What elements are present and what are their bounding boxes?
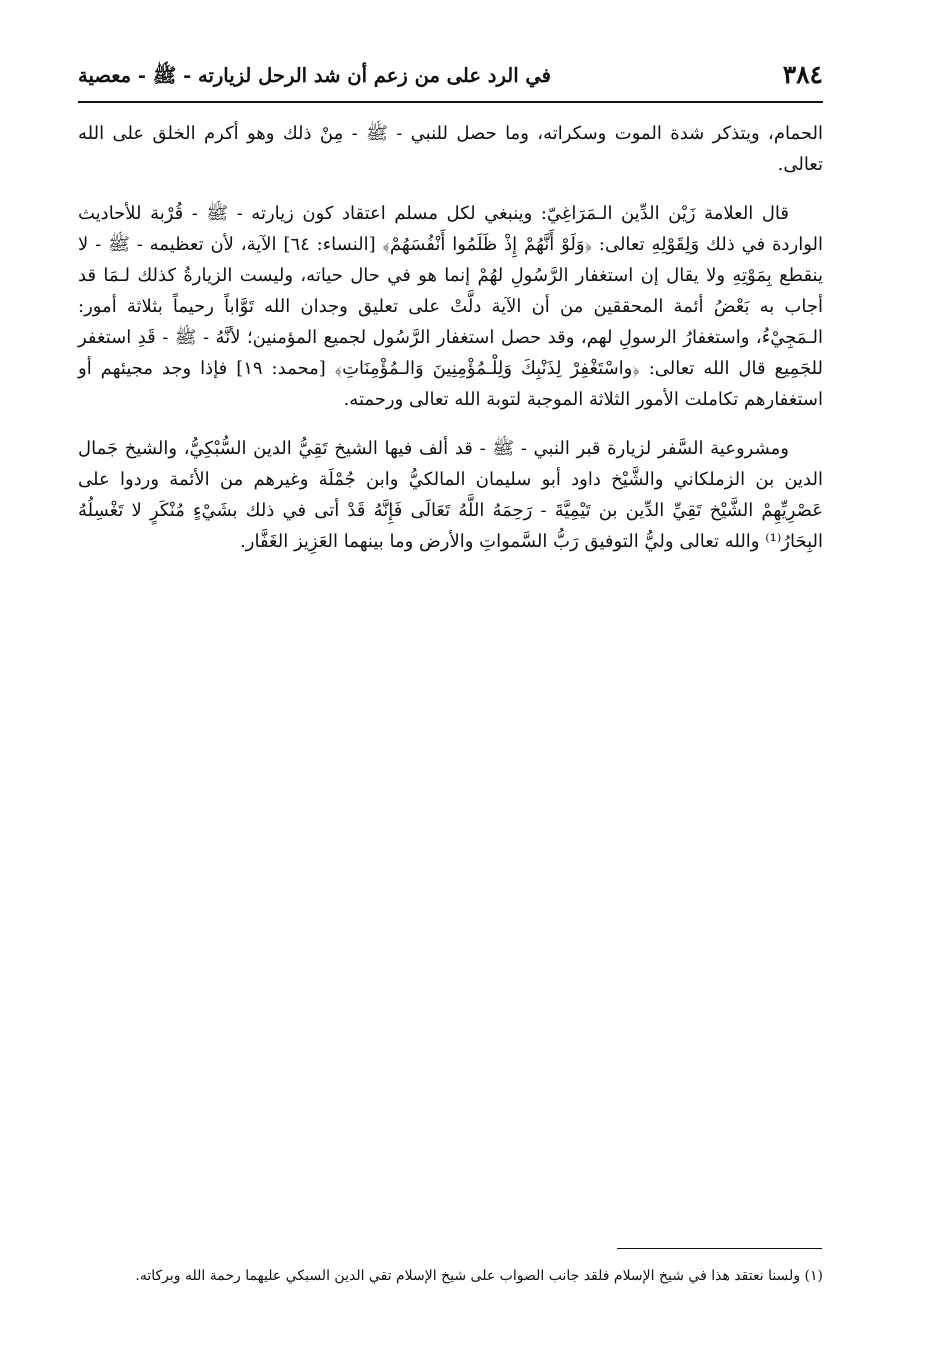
main-text — [78, 118, 823, 575]
running-title: في الرد على من زعم أن شد الرحل لزيارته - ﷺ - معصية — [78, 64, 551, 87]
paragraph-3: ومشروعية السَّفر لزيارة قبر النبي - ﷺ - قد ألف فيها الشيخ تَقِيُّ الدين السُّبْكِيُّ، والشيخ جَمال الدين بن الزملكاني والشَّيْخ داود أبو سليمان المالكيُّ وابن جُمْلَة وغيرهم من الأئمة وردوا على عَصْرِيِّهِمْ الشَّيْخ تَقِيِّ الدِّين بن تَيْمِيَّةَ - رَحِمَهُ اللَّهُ تَعَالَى فَإِنَّهُ قَدْ أتى في ذلك بشَيْءٍ مُنْكَرٍ لا تَغْسِلُهُ البِحَارُ⁽¹⁾ والله تعالى وليُّ التوفيق رَبُّ السَّمواتِ والأرض وما بينهما العَزِيز الغَفَّار. — [78, 438, 823, 552]
paragraph-2: قال العلامة زَيْن الدِّين الـمَرَاغِيّ: وينبغي لكل مسلم اعتقاد كون زيارته - ﷺ - قُرْبة للأحاديث الواردة في ذلك وَلِقَوْلِهِ تعالى: ﴿وَلَوْ أَنَّهُمْ إِذْ ظَلَمُوا أَنْفُسَهُمْ﴾ [النساء: ٦٤] الآية، لأن تعظيمه - ﷺ - لا ينقطع بِمَوْتِهِ ولا يقال إن استغفار الرَّسُولِ لهُمْ إنما هو في حال حياته، وليست الزيارةُ كذلك لـمَا قد أجاب به بَعْضُ أئمة المحققين من أن الآية دلَّتْ على تعليق وجدان الله تَوَّاباً رحيماً بثلاثة أمور: الـمَجِيْءُ، واستغفارُ الرسولِ لهم، وقد حصل استغفار الرَّسُول لجميع المؤمنين؛ لأنَّهُ - ﷺ - قَدِ استغفر للجَمِيع قال الله تعالى: ﴿واسْتَغْفِرْ لِذَنْبِكَ وَلِلْـمُؤْمِنِينَ وَالـمُؤْمِنَاتِ﴾ [محمد: ١٩] فإذا وجد مجيئهم أو استغفارهم تكاملت الأمور الثلاثة الموجبة لتوبة الله تعالى ورحمته. — [78, 203, 823, 410]
running-header — [78, 58, 823, 98]
footnote-rule — [617, 1248, 822, 1249]
page-number: ٣٨٤ — [782, 60, 823, 89]
paragraph-1: الحمام، ويتذكر شدة الموت وسكراته، وما حصل للنبي - ﷺ - مِنْ ذلك وهو أكرم الخلق على الله تعالى. — [78, 123, 823, 175]
header-rule — [78, 101, 823, 103]
footnote: (١) ولسنا نعتقد هذا في شيخ الإسلام فلقد جانب الصواب على شيخ الإسلام تقي الدين السبكي عليهما رحمة الله وبركاته. — [135, 1268, 823, 1284]
